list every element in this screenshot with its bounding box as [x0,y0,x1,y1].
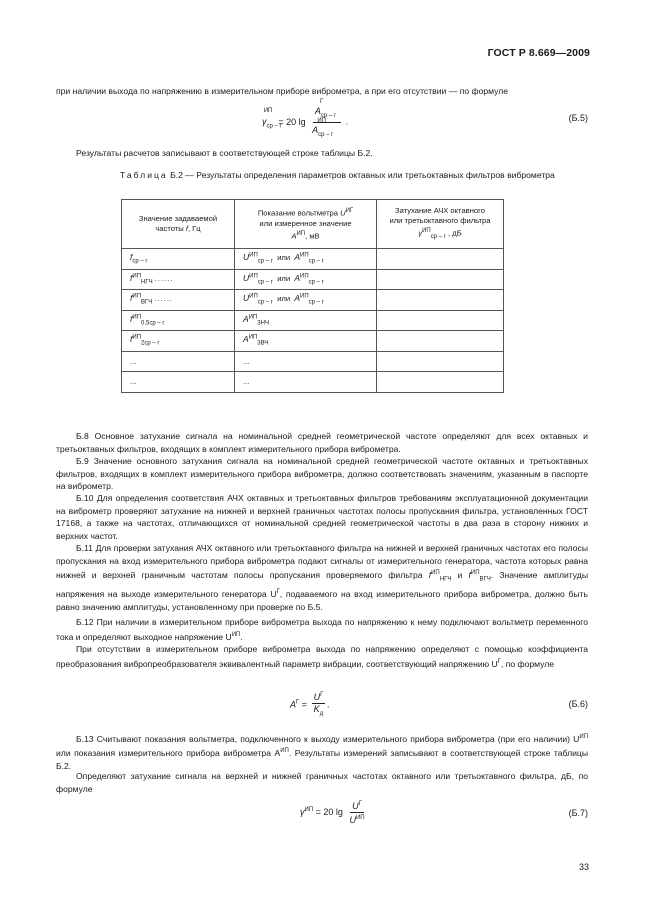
table-cell [377,372,504,393]
paragraph-b13-part1: Б.13 Считывают показания вольтметра, подключенного к выходу измерительного прибора виброметра (при его наличии) U [76,733,580,744]
results-paragraph: Результаты расчетов записывают в соответствующей строке таблицы Б.2. [76,148,373,158]
formula-b6: $A^Г$ = $\frac{U^Г}{K_д}$ . [290,692,330,717]
results-table [121,199,504,393]
table-header-voltmeter: Показание вольтметра $U^{ИГ}$ или измеренное значение $A^{ИП}$, мВ [235,200,377,249]
table-row [122,249,504,270]
formula-b7-number: (Б.7) [568,808,588,818]
paragraph-b13-part3: . Результаты измерений записывают в соответствующей строке таблицы Б.2. [56,748,589,771]
table-row [122,351,504,372]
formula-b6-number: (Б.6) [568,699,588,709]
table-cell [377,249,504,270]
paragraph-b13-part2: или показания измерительного прибора виброметра A [56,748,281,759]
paragraph-b11-part3: , подаваемого на вход измерительного прибора виброметра, должно быть равно значению амплитуды, установленному при проверке по Б.5. [56,589,588,612]
table-cell: $U^{ИП}_{ср - г}$ или $A^{ИП}_{ср - г}$ [235,269,377,290]
paragraph-b9: Б.9 Значение основного затухания сигнала на номинальной средней геометрической частоте октавных и третьоктавных фильтров, входящих в комплект измерительного прибора виброметра, должно соответствовать значениям, указанным в паспорте на виброметр. [56,456,588,492]
table-cell: ... [235,351,377,372]
paragraph-b11-part2: . Значение амплитуды напряжения на выходе измерительного генератора U [56,570,588,600]
paragraph-b12-cont: При отсутствии в измерительном приборе виброметра выхода по напряжению определяют с помощью коэффициента преобразования вибропреобразователя эквивалентный параметр вибрации, соответствующий напряжению $U^Г$, по формуле [56,644,588,669]
intro-paragraph: при наличии выхода по напряжению в измерительном приборе виброметра, а при его отсутствии — по формуле [56,86,509,96]
table-cell: $U^{ИП}_{ср - г}$ или $A^{ИП}_{ср - г}$ [235,290,377,311]
paragraph-b8: Б.8 Основное затухание сигнала на номинальной средней геометрической частоте определяют для всех октавных и третьоктавных фильтров, входящих в комплект измерительного прибора виброметра. [56,431,588,454]
table-cell: ... [122,351,235,372]
paragraph-b10: Б.10 Для определения соответствия АЧХ октавных и третьоктавных фильтров требованиям эксплуатационной документации на виброметр проверяют затухание на нижней и верхней граничных частотах полосы пропускания фильтра, установленных ГОСТ 17168, а также на частотах, отличающихся от номинальной средней геометрической частоты в два раза в сторону нижних и верхних частот. [56,493,588,541]
table-cell [377,269,504,290]
table-header-frequency: Значение задаваемой частоты f, Гц [122,200,235,249]
table-cell: ... [235,372,377,393]
paragraph-b12-part3: , по формуле [500,658,555,669]
table-cell: $A^{ИП}_{3ВЧ}$ [235,331,377,352]
table-cell: $f^{ИП}_{2ср - г}$ [122,331,235,352]
paragraph-b12-part2: При отсутствии в измерительном приборе виброметра выхода по напряжению определяют с помощью коэффициента преобразования вибропреобразователя эквивалентный параметр вибрации, соответствующий напряжению U [56,644,588,669]
paragraph-b11-part1: Б.11 Для проверки затухания АЧХ октавного или третьоктавного фильтра на нижней и верхней граничных частотах его полосы пропускания на вход измерительного прибора виброметра подают сигналы от измерительного генератора, частота которых равна нижней и верхней граничным частотам полосы пропускания проверяемого фильтра [56,543,588,581]
paragraph-b13-cont: Определяют затухание сигнала на верхней и нижней граничных частотах октавного или третьоктавного фильтра, дБ, по формуле [56,771,588,794]
table-row [122,290,504,311]
table-header-attenuation: Затухание АЧХ октавного или третьоктавного фильтра $\gamma^{ИП}_{ср - г}$ , дБ [377,200,504,249]
table-cell: $A^{ИП}_{3НЧ}$ [235,310,377,331]
table-cell [377,351,504,372]
page-number: 33 [578,862,589,872]
paragraph-b13: Б.13 Считывают показания вольтметра, подключенного к выходу измерительного прибора виброметра (при его наличии) $U^{ИП}$ или показания измерительного прибора виброметра $A^{ИП}$. Результаты измерений записывают в соответствующей строке таблицы Б.2. [56,733,589,771]
table-caption-word: Таблица [120,170,168,180]
standard-header: ГОСТ Р 8.669—2009 [487,47,590,59]
paragraph-b12: Б.12 При наличии в измерительном приборе виброметра выхода по напряжению к нему подключают вольтметр переменного тока и определяют выходное напряжение $U^{ИП}$. [56,617,588,642]
table-row [122,331,504,352]
paragraph-b12-part1: Б.12 При наличии в измерительном приборе виброметра выхода по напряжению к нему подключают вольтметр переменного тока и определяют выходное напряжение U [56,617,588,642]
table-cell: $f^{ИП}_{НГЧ}$ ...... [122,269,235,290]
table-header-row [122,200,504,249]
table-cell: $f_{ср - г}$ [122,249,235,270]
table-cell: $U^{ИП}_{ср - г}$ или $A^{ИП}_{ср - г}$ [235,249,377,270]
table-cell: ... [122,372,235,393]
table-caption [120,170,590,182]
table-cell [377,310,504,331]
table-cell [377,290,504,311]
table-caption-text: Б.2 — Результаты определения параметров октавных или третьоктавных фильтров виброметра [167,170,555,180]
table-row [122,269,504,290]
formula-b7: $\gamma^{ИП} = 20$ lg $\frac{U^Г}{U^{ИП}}$ [300,801,365,825]
formula-b5-number: (Б.5) [568,113,588,123]
formula-b5: $\gamma_{ср - г}^{ИП}= 20$ lg $\frac{A_{ср - г}^Г}{A_{ср - г}^{ИП}}$ . [262,99,349,138]
table-cell: $f^{ИП}_{ВГЧ}$ ...... [122,290,235,311]
table-cell [377,331,504,352]
table-cell: $f^{ИП}_{0,5ср - г}$ [122,310,235,331]
paragraph-b11: Б.11 Для проверки затухания АЧХ октавного или третьоктавного фильтра на нижней и верхней граничных частотах его полосы пропускания на вход измерительного прибора виброметра подают сигналы от измерительного генератора, частота которых равна нижней и верхней граничным частотам полосы пропускания проверяемого фильтра $f^{ИП}_{НГЧ}$ и $f^{ИП}_{ВГЧ}$. Значение амплитуды напряжения на выходе измерительного генератора $U^Г$, подаваемого на вход измерительного прибора виброметра, должно быть равно значению амплитуды, установленному при проверке по Б.5. [56,543,588,612]
table-row [122,310,504,331]
table-row [122,372,504,393]
